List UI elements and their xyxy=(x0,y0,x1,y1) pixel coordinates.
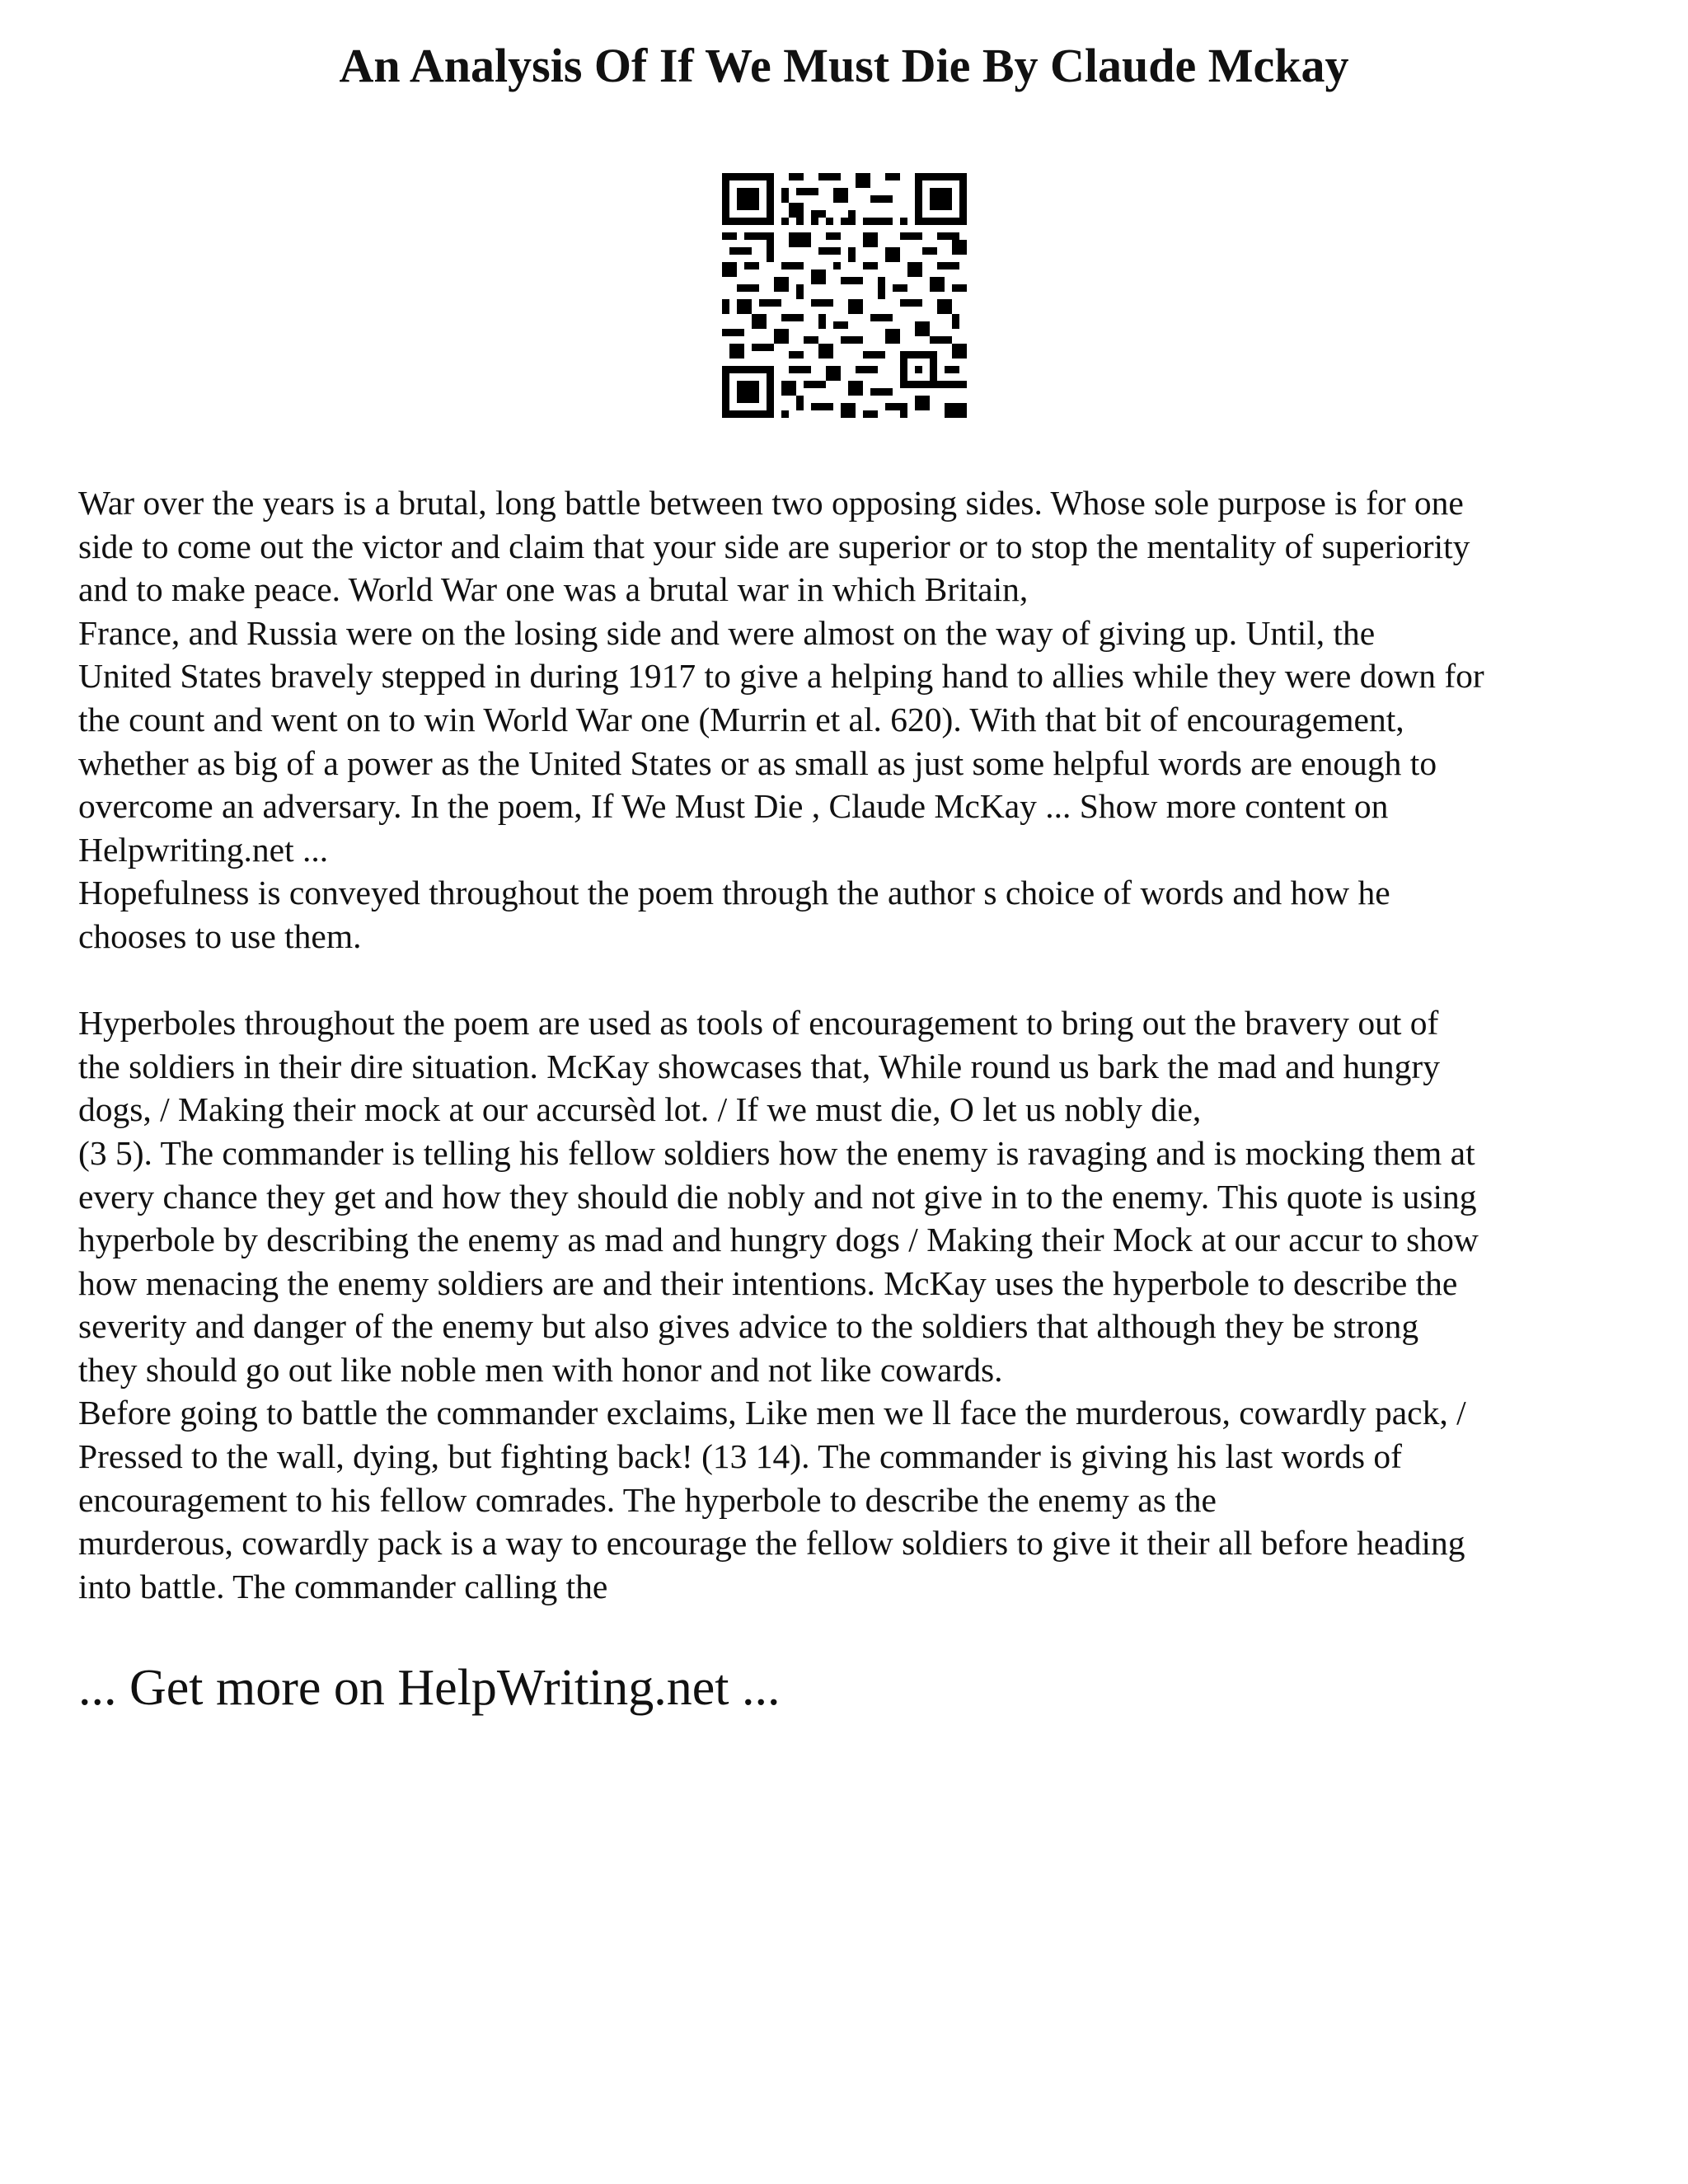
paragraph-hopefulness: Hopefulness is conveyed throughout the poem through the author s choice of words and how he chooses to use them. xyxy=(78,874,1390,955)
get-more-link[interactable]: ... Get more on HelpWriting.net ... xyxy=(78,1660,781,1716)
paragraph-battle: Before going to battle the commander exclaims, Like men we ll face the murderous, cowardly pack, / Pressed to the wall, dying, but fighting back! (13 14). The commander is giving his last words of encouragement to his fellow comrades. The hyperbole to describe the enemy as the murderous, cowardly pack is a way to encourage the fellow soldiers to give it their all before heading into battle. The commander calling the xyxy=(78,1394,1466,1605)
paragraph-intro: War over the years is a brutal, long battle between two opposing sides. Whose sole purpose is for one side to come out the victor and claim that your side are superior or to stop the mentality of superiority and to make peace. World War one was a brutal war in which Britain, France, and Russia were on the losing side and were almost on the way of giving up. Until, the United States bravely stepped in during 1917 to give a helping hand to allies while they were down for the count and went on to win World War one (Murrin et al. 620). With that bit of encouragement, whether as big of a power as the United States or as small as just some helpful words are enough to overcome an adversary. In the poem, If We Must Die , Claude McKay ... Show more content on Helpwriting.net ... xyxy=(78,484,1484,869)
page-title: An Analysis Of If We Must Die By Claude Mckay xyxy=(339,39,1349,92)
qr-code-icon xyxy=(722,173,967,418)
qr-code-graphic xyxy=(722,173,967,418)
article-body xyxy=(78,481,1628,1608)
paragraph-spacer xyxy=(78,958,1628,1002)
paragraph-hyperboles: Hyperboles throughout the poem are used as tools of encouragement to bring out the bravery out of the soldiers in their dire situation. McKay showcases that, While round us bark the mad and hungry dogs, / Making their mock at our accursèd lot. / If we must die, O let us nobly die, (3 5). The commander is telling his fellow soldiers how the enemy is ravaging and is mocking them at every chance they get and how they should die nobly and not give in to the enemy. This quote is using hyperbole by describing the enemy as mad and hungry dogs / Making their Mock at our accur to show how menacing the enemy soldiers are and their intentions. McKay uses the hyperbole to describe the severity and danger of the enemy but also gives advice to the soldiers that although they be strong they should go out like noble men with honor and not like cowards. xyxy=(78,1004,1479,1389)
